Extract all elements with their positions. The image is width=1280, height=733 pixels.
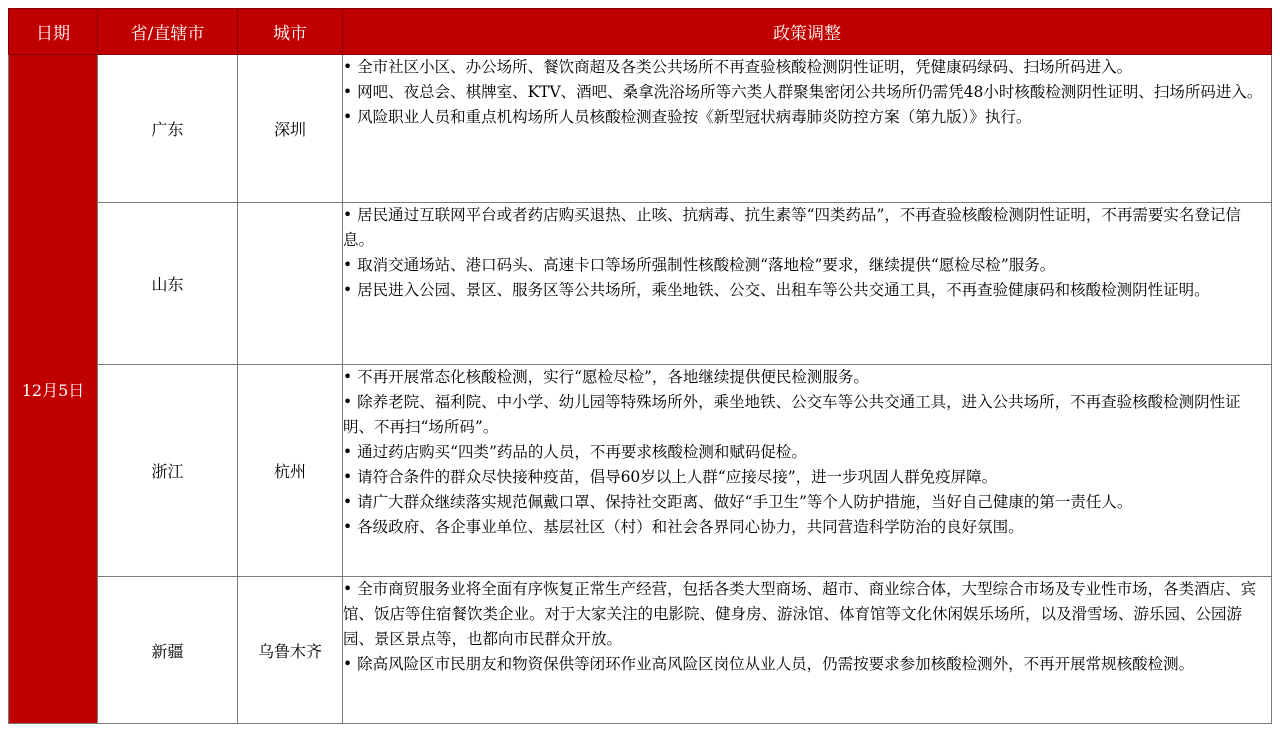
policy-item: • 请符合条件的群众尽快接种疫苗，倡导60岁以上人群“应接尽接”，进一步巩固人群免疫屏障。: [343, 468, 998, 486]
city-cell: [238, 203, 343, 365]
city-cell: 杭州: [238, 365, 343, 577]
date-cell: 12月5日: [9, 55, 98, 724]
header-row: [9, 9, 1272, 55]
policy-cell: [343, 203, 1272, 365]
header-province: 省/直辖市: [98, 9, 238, 55]
policy-item: • 全市商贸服务业将全面有序恢复正常生产经营，包括各类大型商场、超市、商业综合体，大型综合市场及专业性市场，各类酒店、宾馆、饭店等住宿餐饮类企业。对于大家关注的电影院、健身房、游泳馆、体育馆等文化休闲娱乐场所，以及滑雪场、游乐园、公园游园、景区景点等，也都向市民群众开放。: [343, 580, 1257, 648]
province-cell: 浙江: [98, 365, 238, 577]
policy-item: • 通过药店购买“四类”药品的人员，不再要求核酸检测和赋码促检。: [343, 443, 807, 461]
policy-cell: [343, 577, 1272, 724]
policy-item: • 不再开展常态化核酸检测，实行“愿检尽检”，各地继续提供便民检测服务。: [343, 368, 869, 386]
policy-item: • 网吧、夜总会、棋牌室、KTV、酒吧、桑拿洗浴场所等六类人群聚集密闭公共场所仍需凭48小时核酸检测阴性证明、扫场所码进入。: [343, 83, 1263, 101]
table-row: [9, 577, 1272, 724]
policy-item: • 居民进入公园、景区、服务区等公共场所，乘坐地铁、公交、出租车等公共交通工具，不再查验健康码和核酸检测阴性证明。: [343, 281, 1210, 299]
province-cell: 山东: [98, 203, 238, 365]
table-row: [9, 365, 1272, 577]
header-date: 日期: [9, 9, 98, 55]
header-policy: 政策调整: [343, 9, 1272, 55]
header-city: 城市: [238, 9, 343, 55]
policy-cell: [343, 365, 1272, 577]
policy-item: • 各级政府、各企事业单位、基层社区（村）和社会各界同心协力，共同营造科学防治的良好氛围。: [343, 518, 1024, 536]
policy-item: • 除高风险区市民朋友和物资保供等闭环作业高风险区岗位从业人员，仍需按要求参加核酸检测外，不再开展常规核酸检测。: [343, 655, 1195, 673]
policy-item: • 全市社区小区、办公场所、餐饮商超及各类公共场所不再查验核酸检测阴性证明，凭健康码绿码、扫场所码进入。: [343, 58, 1133, 76]
province-cell: 新疆: [98, 577, 238, 724]
policy-item: • 取消交通场站、港口码头、高速卡口等场所强制性核酸检测“落地检”要求，继续提供“愿检尽检”服务。: [343, 256, 1056, 274]
table-row: [9, 55, 1272, 203]
table-row: [9, 203, 1272, 365]
policy-cell: [343, 55, 1272, 203]
city-cell: 深圳: [238, 55, 343, 203]
policy-item: • 请广大群众继续落实规范佩戴口罩、保持社交距离、做好“手卫生”等个人防护措施，当好自己健康的第一责任人。: [343, 493, 1133, 511]
province-cell: 广东: [98, 55, 238, 203]
policy-item: • 居民通过互联网平台或者药店购买退热、止咳、抗病毒、抗生素等“四类药品”，不再查验核酸检测阴性证明，不再需要实名登记信息。: [343, 206, 1241, 249]
policy-item: • 除养老院、福利院、中小学、幼儿园等特殊场所外，乘坐地铁、公交车等公共交通工具，进入公共场所，不再查验核酸检测阴性证明、不再扫“场所码”。: [343, 393, 1241, 436]
policy-item: • 风险职业人员和重点机构场所人员核酸检测查验按《新型冠状病毒肺炎防控方案（第九版）》执行。: [343, 108, 1032, 126]
city-cell: 乌鲁木齐: [238, 577, 343, 724]
policy-table: [8, 8, 1272, 724]
